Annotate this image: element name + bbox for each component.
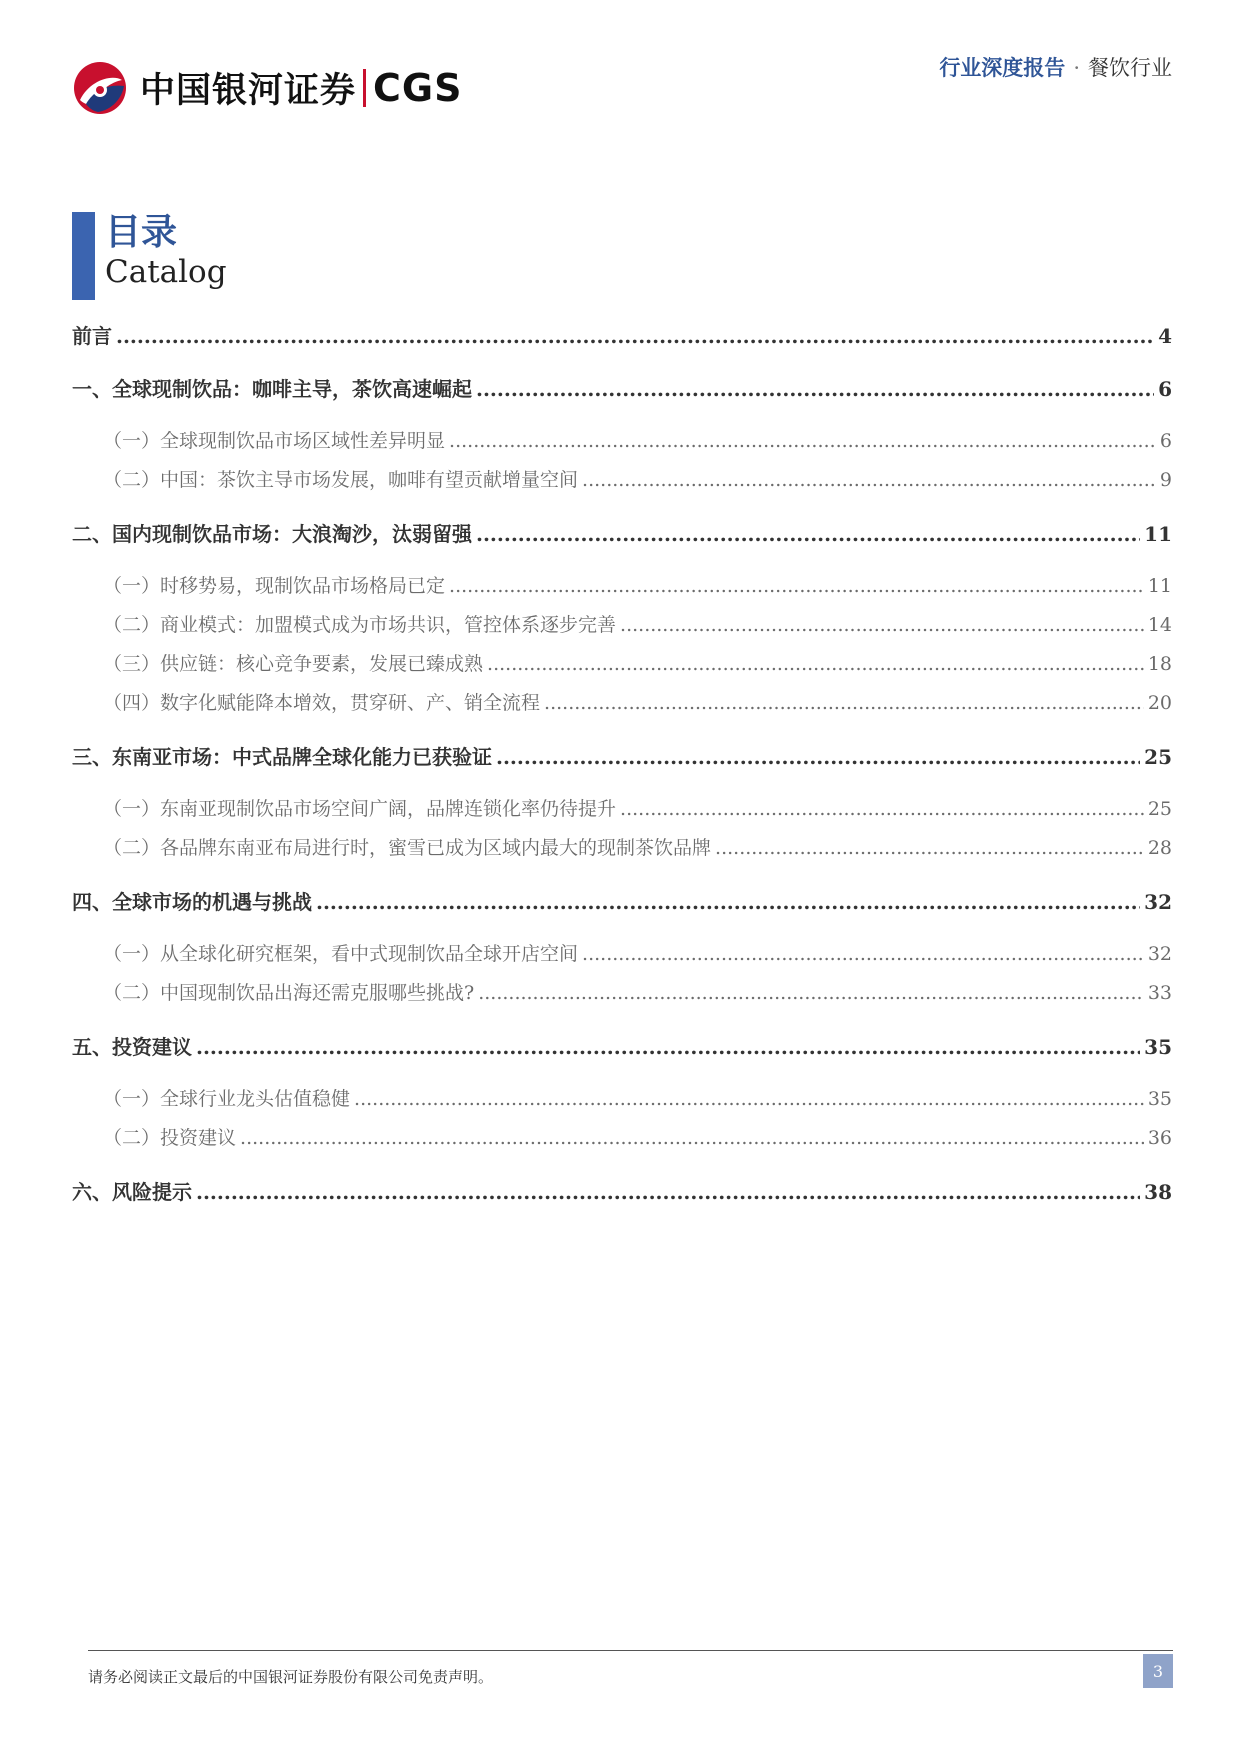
toc-label: 全球市场的机遇与挑战	[112, 890, 312, 914]
toc-page: 32	[1144, 890, 1172, 914]
toc-number: 五、	[72, 1035, 112, 1059]
toc-subentry[interactable]	[72, 978, 1172, 1017]
toc-leader-dots	[496, 745, 1140, 769]
toc-number: （二）	[103, 1127, 161, 1149]
toc-leader-dots	[487, 653, 1144, 675]
toc-label: 全球行业龙头估值稳健	[160, 1088, 351, 1110]
toc-page: 35	[1147, 1088, 1172, 1110]
toc-leader-dots	[544, 692, 1144, 714]
toc-label: 投资建议	[160, 1127, 237, 1149]
page-header	[0, 0, 1240, 130]
toc-leader-dots	[620, 614, 1144, 636]
toc-leader-dots	[620, 798, 1144, 820]
toc-leader-dots	[715, 837, 1144, 859]
toc-subentry[interactable]	[72, 833, 1172, 872]
toc-leader-dots	[196, 1035, 1140, 1059]
toc-leader-dots	[240, 1127, 1144, 1149]
logo-divider	[363, 69, 366, 107]
toc-label: 前言	[72, 324, 112, 348]
cgs-logo-icon	[72, 60, 128, 116]
toc-leader-dots	[449, 575, 1144, 597]
toc-page: 6	[1158, 377, 1172, 401]
toc-number: 四、	[72, 890, 112, 914]
toc-number: （二）	[103, 614, 161, 636]
toc-page: 11	[1147, 575, 1172, 597]
toc-entry[interactable]	[72, 373, 1172, 412]
toc-label: 投资建议	[112, 1035, 192, 1059]
toc-number: （二）	[103, 982, 161, 1004]
toc-number: 二、	[72, 522, 112, 546]
toc-subentry[interactable]	[72, 465, 1172, 504]
toc-entry[interactable]	[72, 320, 1172, 359]
toc-number: （二）	[103, 469, 161, 491]
toc-leader-dots	[476, 377, 1154, 401]
header-separator: ·	[1073, 56, 1080, 80]
toc-label: 东南亚现制饮品市场空间广阔，品牌连锁化率仍待提升	[160, 798, 617, 820]
toc-number: （一）	[103, 1088, 161, 1110]
industry-label: 餐饮行业	[1088, 56, 1172, 80]
toc-leader-dots	[582, 943, 1144, 965]
table-of-contents	[72, 320, 1172, 1215]
toc-label: 数字化赋能降本增效，贯穿研、产、销全流程	[160, 692, 541, 714]
toc-number: （一）	[103, 430, 161, 452]
toc-entry[interactable]	[72, 1176, 1172, 1215]
toc-label: 供应链：核心竞争要素，发展已臻成熟	[160, 653, 484, 675]
toc-page: 36	[1147, 1127, 1172, 1149]
toc-number: （一）	[103, 943, 161, 965]
toc-label: 全球现制饮品：咖啡主导，茶饮高速崛起	[112, 377, 472, 401]
title-cn: 目录	[105, 211, 178, 253]
toc-leader-dots	[354, 1088, 1144, 1110]
disclaimer-text: 请务必阅读正文最后的中国银河证券股份有限公司免责声明。	[88, 1668, 494, 1686]
toc-subentry[interactable]	[72, 610, 1172, 649]
toc-number: （四）	[103, 692, 161, 714]
toc-page: 32	[1147, 943, 1172, 965]
toc-subentry[interactable]	[72, 794, 1172, 833]
toc-label: 时移势易，现制饮品市场格局已定	[160, 575, 446, 597]
toc-page: 6	[1159, 430, 1172, 452]
title-accent-bar	[72, 212, 95, 300]
toc-subentry[interactable]	[72, 688, 1172, 727]
toc-subentry[interactable]	[72, 939, 1172, 978]
toc-label: 风险提示	[112, 1180, 192, 1204]
toc-subentry[interactable]	[72, 649, 1172, 688]
toc-entry[interactable]	[72, 886, 1172, 925]
toc-subentry[interactable]	[72, 1123, 1172, 1162]
toc-entry[interactable]	[72, 518, 1172, 557]
toc-number: 三、	[72, 745, 112, 769]
toc-number: 六、	[72, 1180, 112, 1204]
toc-label: 中国现制饮品出海还需克服哪些挑战?	[160, 982, 475, 1004]
toc-page: 35	[1144, 1035, 1172, 1059]
page-footer	[88, 1650, 1173, 1686]
report-type: 行业深度报告	[939, 55, 1066, 80]
toc-page: 4	[1158, 324, 1172, 348]
toc-page: 28	[1147, 837, 1172, 859]
toc-leader-dots	[316, 890, 1140, 914]
toc-leader-dots	[478, 982, 1144, 1004]
toc-number: （三）	[103, 653, 161, 675]
logo-cn-text: 中国银河证券	[140, 71, 357, 111]
toc-label: 各品牌东南亚布局进行时，蜜雪已成为区域内最大的现制茶饮品牌	[160, 837, 712, 859]
toc-entry[interactable]	[72, 1031, 1172, 1070]
brand-logo	[72, 60, 462, 116]
toc-page: 20	[1147, 692, 1172, 714]
toc-page: 38	[1144, 1180, 1172, 1204]
toc-number: （一）	[103, 798, 161, 820]
toc-page: 33	[1147, 982, 1172, 1004]
toc-number: （二）	[103, 837, 161, 859]
toc-page: 14	[1147, 614, 1172, 636]
toc-page: 25	[1147, 798, 1172, 820]
toc-leader-dots	[116, 324, 1154, 348]
toc-leader-dots	[196, 1180, 1140, 1204]
toc-page: 25	[1144, 745, 1172, 769]
toc-page: 11	[1144, 522, 1172, 546]
page-number: 3	[1143, 1654, 1173, 1688]
toc-label: 全球现制饮品市场区域性差异明显	[160, 430, 446, 452]
toc-subentry[interactable]	[72, 426, 1172, 465]
toc-label: 国内现制饮品市场：大浪淘沙，汰弱留强	[112, 522, 472, 546]
toc-page: 9	[1159, 469, 1172, 491]
toc-leader-dots	[449, 430, 1156, 452]
title-en: Catalog	[105, 254, 227, 290]
toc-label: 从全球化研究框架，看中式现制饮品全球开店空间	[160, 943, 579, 965]
toc-entry[interactable]	[72, 741, 1172, 780]
toc-page: 18	[1147, 653, 1172, 675]
toc-subentry[interactable]	[72, 1084, 1172, 1123]
toc-subentry[interactable]	[72, 571, 1172, 610]
toc-label: 东南亚市场：中式品牌全球化能力已获验证	[112, 745, 492, 769]
toc-label: 中国：茶饮主导市场发展，咖啡有望贡献增量空间	[160, 469, 579, 491]
toc-number: 一、	[72, 377, 112, 401]
toc-label: 商业模式：加盟模式成为市场共识，管控体系逐步完善	[160, 614, 617, 636]
report-category	[939, 52, 1172, 82]
footer-divider	[88, 1650, 1173, 1651]
toc-leader-dots	[476, 522, 1140, 546]
toc-leader-dots	[582, 469, 1156, 491]
logo-en-text: CGS	[373, 66, 463, 110]
toc-number: （一）	[103, 575, 161, 597]
